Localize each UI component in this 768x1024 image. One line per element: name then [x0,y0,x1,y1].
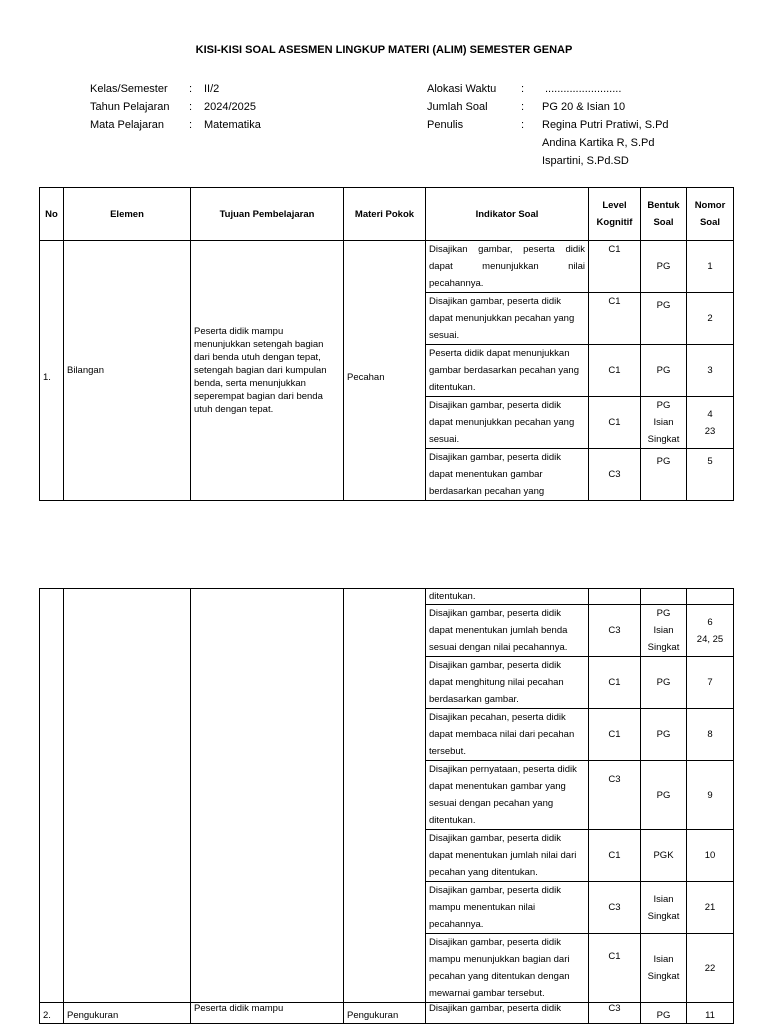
document-title: KISI-KISI SOAL ASESMEN LINGKUP MATERI (ALIM) SEMESTER GENAP [195,44,573,56]
row-no-empty [40,589,64,1003]
table-header-row [40,188,734,241]
meta-penulis-3 [427,152,727,170]
bentuk-line3: Singkat [647,434,680,445]
header-nomor [687,188,734,241]
row-level: C1 [589,709,641,761]
meta-value: Ispartini, S.Pd.SD [542,155,629,167]
row-indikator: Disajikan gambar, peserta didik dapat menghitung nilai pecahan berdasarkan gambar. [426,657,589,709]
row-materi: Pecahan [344,241,426,501]
bentuk-line2: Isian [653,417,674,428]
row-nomor: 11 [687,1003,734,1024]
row-indikator: Disajikan gambar, peserta didik dapat menentukan jumlah nilai dari pecahan yang ditentukan. [426,830,589,882]
row-nomor: 7 [687,657,734,709]
header-bentuk-line1: Bentuk [647,200,680,211]
table-row [40,241,734,293]
row-level: C1 [589,345,641,397]
meta-value: II/2 [204,83,220,95]
meta-right [427,80,727,170]
meta-penulis [427,116,727,134]
bentuk-line1: PG [656,608,671,619]
meta-jumlah-soal [427,98,727,116]
row-bentuk: PG [641,449,687,501]
row-bentuk: PG [641,761,687,830]
meta-separator: : [521,119,525,131]
meta-label: Alokasi Waktu [427,83,497,95]
row-materi-empty [344,589,426,1003]
meta-label: Tahun Pelajaran [90,101,170,113]
row-nomor: 22 [687,934,734,1003]
meta-value: 2024/2025 [204,101,256,113]
bentuk-line1: Isian [653,954,674,965]
header-bentuk-line2: Soal [653,217,674,228]
row-elemen-empty [64,589,191,1003]
row-level: C3 [589,761,641,830]
row-nomor: 8 [687,709,734,761]
bentuk-line2: Isian [653,625,674,636]
row-bentuk: PG [641,345,687,397]
row-tujuan: Peserta didik mampu [191,1003,344,1024]
meta-left [90,80,410,134]
row-level: C1 [589,293,641,345]
row-bentuk: PGK [641,830,687,882]
row-indikator: Disajikan gambar, peserta didik dapat menunjukkan nilai pecahannya. [426,241,589,293]
bentuk-line1: Isian [653,893,674,905]
nomor-line1: 4 [707,408,713,420]
row-indikator: Disajikan gambar, peserta didik dapat menunjukkan pecahan yang sesuai. [426,293,589,345]
row-indikator: Disajikan pecahan, peserta didik dapat membaca nilai dari pecahan tersebut. [426,709,589,761]
row-materi: Pengukuran [344,1003,426,1024]
row-level: C1 [589,397,641,449]
row-level: C1 [589,830,641,882]
row-elemen: Pengukuran [64,1003,191,1024]
header-elemen: Elemen [64,188,191,241]
row-tujuan: Peserta didik mampu menunjukkan setengah bagian dari benda utuh dengan tepat, setengah bagian dari kumpulan benda, serta menunjukkan seperempat bagian dari benda utuh dengan tepat. [191,241,344,501]
meta-label: Jumlah Soal [427,101,488,113]
row-nomor: 2 [687,293,734,345]
header-indikator: Indikator Soal [426,188,589,241]
row-level: C1 [589,657,641,709]
meta-value: Regina Putri Pratiwi, S.Pd [542,119,669,131]
row-level: C1 [589,241,641,293]
row-bentuk: PG [641,293,687,345]
kisi-table-page-1 [39,187,734,501]
row-nomor: 21 [687,882,734,934]
row-tujuan-empty [191,589,344,1003]
row-nomor [687,605,734,657]
table-row-continued [40,589,734,605]
meta-kelas-semester [90,80,410,98]
meta-mata-pelajaran [90,116,410,134]
table-row-section-2 [40,1003,734,1024]
row-level: C3 [589,605,641,657]
row-bentuk: PG [641,709,687,761]
meta-label: Penulis [427,119,464,131]
meta-label: Kelas/Semester [90,83,168,95]
row-indikator: Disajikan gambar, peserta didik dapat menentukan gambar berdasarkan pecahan yang [426,449,589,501]
nomor-line2: 23 [704,425,716,437]
nomor-line1: 6 [707,616,713,628]
bentuk-line2: Singkat [647,910,680,922]
row-level: C3 [589,449,641,501]
meta-tahun-pelajaran [90,98,410,116]
meta-label: Mata Pelajaran [90,119,164,131]
meta-value: PG 20 & Isian 10 [542,101,626,113]
row-elemen: Bilangan [64,241,191,501]
row-nomor: 10 [687,830,734,882]
row-bentuk: PG [641,1003,687,1024]
header-no: No [40,188,64,241]
row-indikator: Disajikan gambar, peserta didik mampu menunjukkan bagian dari pecahan yang ditentukan dengan mewarnai gambar tersebut. [426,934,589,1003]
header-level [589,188,641,241]
row-nomor: 1 [687,241,734,293]
row-level: C3 [589,882,641,934]
row-bentuk: PG [641,657,687,709]
row-nomor [687,397,734,449]
kisi-table-page-2 [39,588,734,1024]
header-nomor-line2: Soal [699,217,721,228]
row-indikator: Disajikan gambar, peserta didik mampu menentukan nilai pecahannya. [426,882,589,934]
row-no: 2. [40,1003,64,1024]
row-nomor: 9 [687,761,734,830]
row-bentuk [641,882,687,934]
meta-alokasi-waktu [427,80,727,98]
row-nomor: 5 [687,449,734,501]
meta-separator: : [189,83,193,95]
meta-separator: : [521,83,525,95]
row-bentuk [641,397,687,449]
meta-penulis-2 [427,134,727,152]
row-bentuk: PG [641,241,687,293]
bentuk-line1: PG [656,400,671,411]
row-indikator: ditentukan. [426,589,589,605]
row-bentuk [641,605,687,657]
row-indikator: Disajikan gambar, peserta didik dapat menentukan jumlah benda sesuai dengan nilai pecahannya. [426,605,589,657]
header-level-line2: Kognitif [596,217,633,228]
meta-value: Andina Kartika R, S.Pd [542,137,655,149]
bentuk-line3: Singkat [647,642,680,653]
row-indikator: Disajikan gambar, peserta didik [426,1003,589,1024]
header-tujuan: Tujuan Pembelajaran [191,188,344,241]
nomor-line2: 24, 25 [696,633,724,645]
row-level: C1 [589,934,641,1003]
row-indikator: Disajikan pernyataan, peserta didik dapat menentukan gambar yang sesuai dengan pecahan yang ditentukan. [426,761,589,830]
row-nomor: 3 [687,345,734,397]
row-nomor-empty [687,589,734,605]
header-nomor-line1: Nomor [694,200,726,211]
meta-value: Matematika [204,119,261,131]
header-level-line1: Level [602,200,627,211]
header-materi: Materi Pokok [344,188,426,241]
row-level-empty [589,589,641,605]
row-indikator: Peserta didik dapat menunjukkan gambar berdasarkan pecahan yang ditentukan. [426,345,589,397]
row-bentuk-empty [641,589,687,605]
bentuk-line2: Singkat [647,971,680,982]
meta-separator: : [521,101,525,113]
meta-separator: : [189,119,193,131]
row-indikator: Disajikan gambar, peserta didik dapat menunjukkan pecahan yang sesuai. [426,397,589,449]
row-no: 1. [40,241,64,501]
row-bentuk [641,934,687,1003]
row-level: C3 [589,1003,641,1024]
header-bentuk [641,188,687,241]
meta-value: ......................... [545,83,622,95]
meta-separator: : [189,101,193,113]
